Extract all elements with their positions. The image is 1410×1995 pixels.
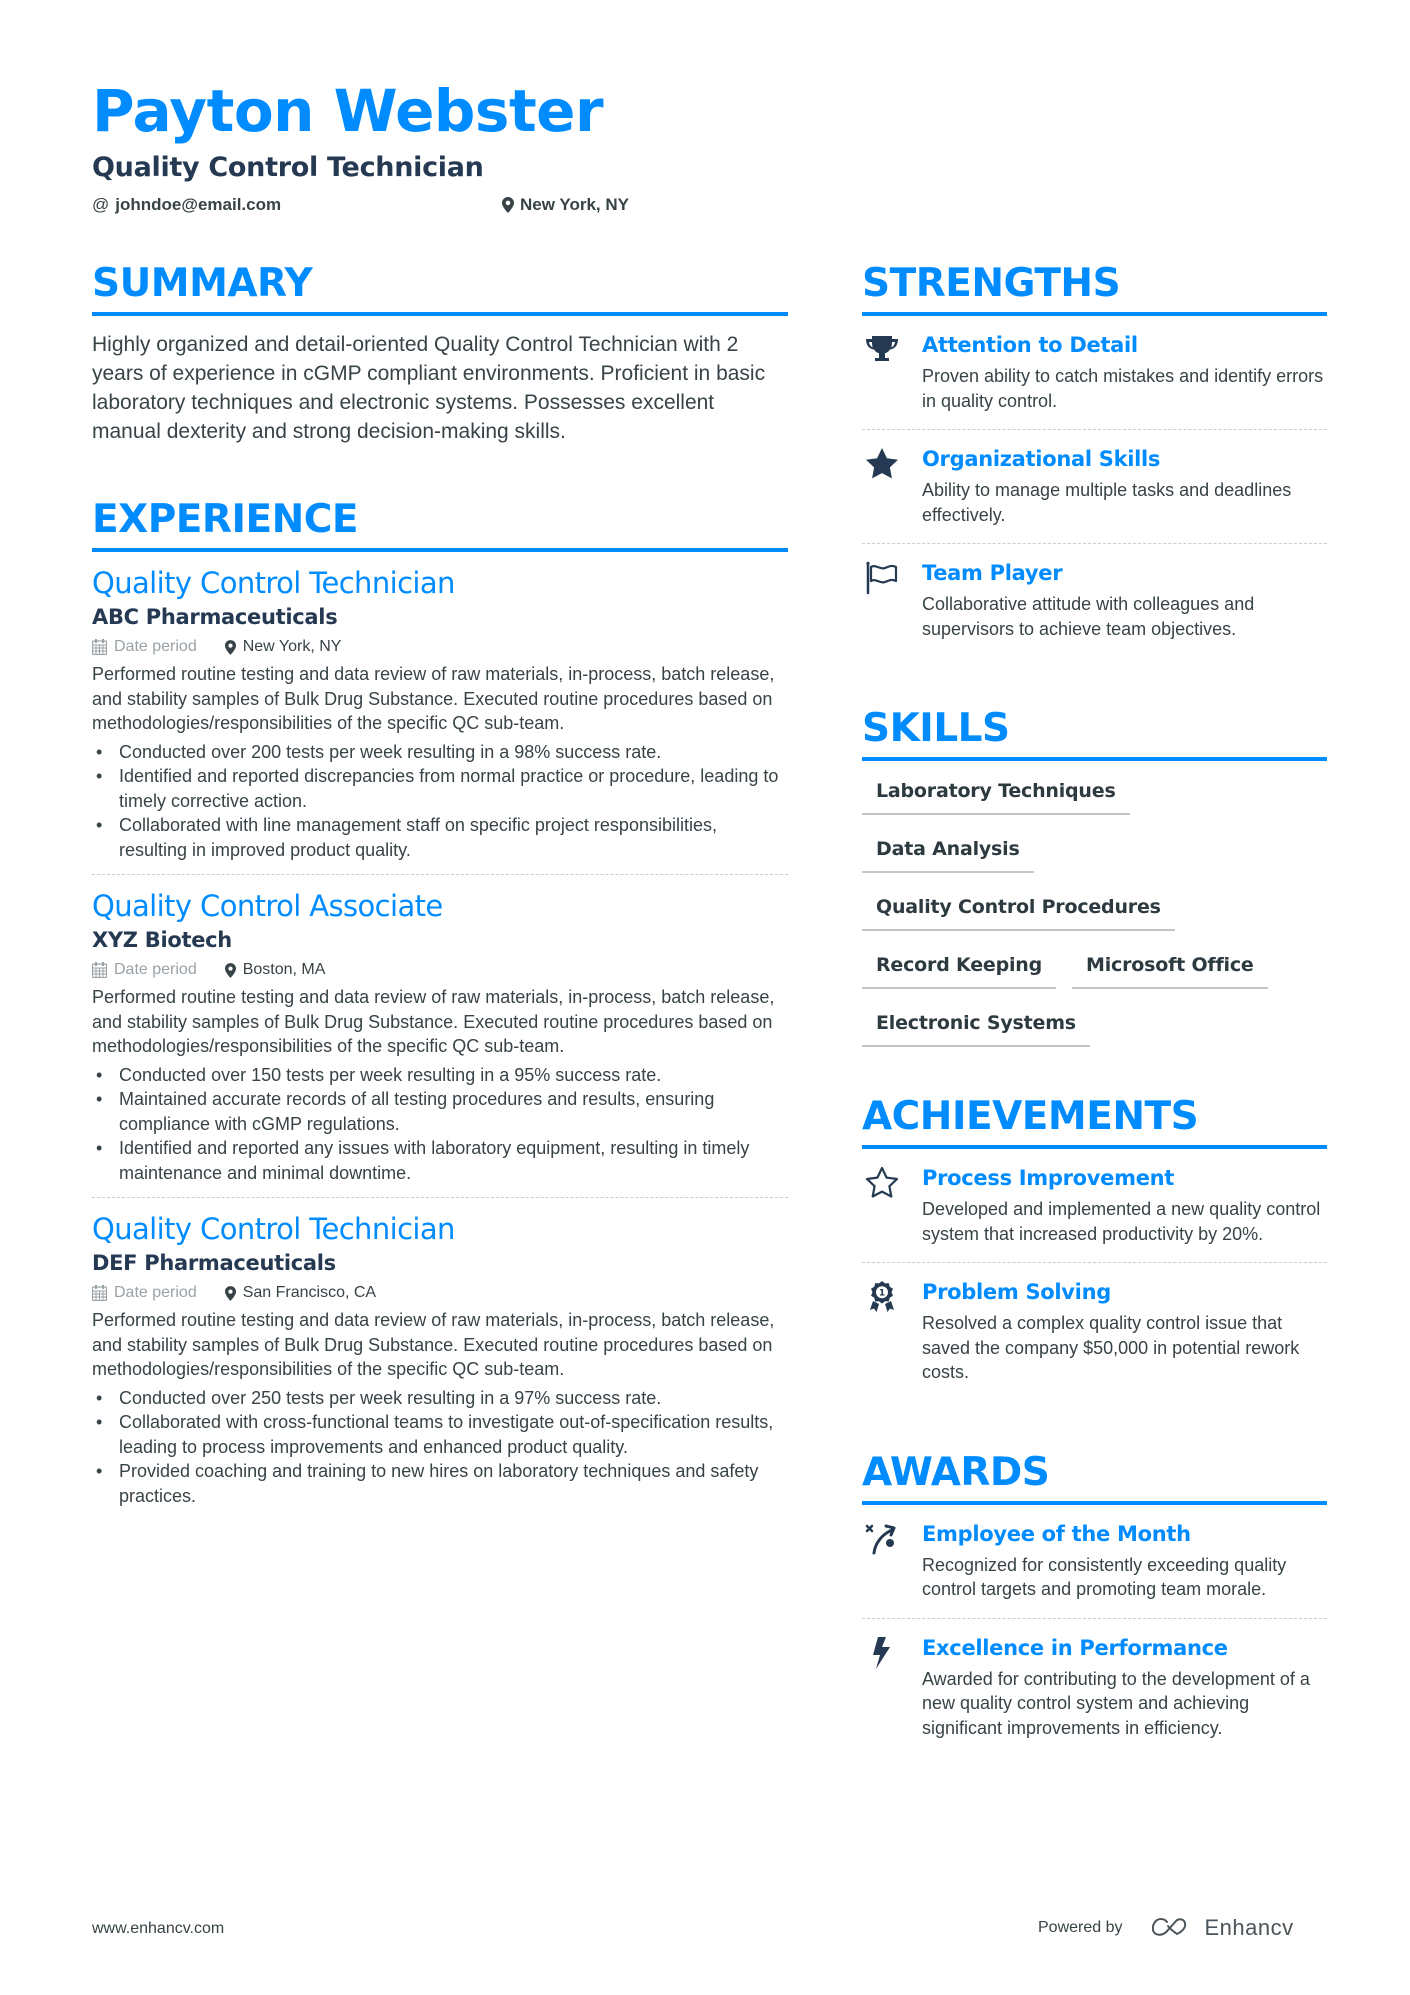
job-bullet: • Maintained accurate records of all testing procedures and results, ensuring compliance with cGMP regulations.: [92, 1087, 788, 1136]
candidate-title: Quality Control Technician: [92, 152, 484, 183]
star-filled-icon: [862, 444, 922, 527]
job-bullets: [92, 740, 788, 863]
job-date-text: Date period: [114, 638, 197, 655]
skill-tag: Record Keeping: [862, 945, 1056, 989]
award-item: [862, 1619, 1327, 1757]
job-description: Performed routine testing and data review of raw materials, in-process, batch release, and stability samples of Bulk Drug Substance. Executed routine procedures based on methodologies/responsibilities of the specific QC sub-team.: [92, 1310, 775, 1379]
summary-text: Highly organized and detail-oriented Quality Control Technician with 2 years of experience in cGMP compliant environments. Proficient in basic laboratory techniques and electronic systems. Possesses excellent manual dexterity and strong decision-making skills.: [92, 333, 766, 443]
map-pin-icon: [225, 963, 236, 978]
job-location-text: Boston, MA: [242, 961, 326, 978]
lightning-bolt-icon: [862, 1633, 922, 1741]
strength-title: Team Player: [922, 561, 1063, 585]
skill-tag: Microsoft Office: [1072, 945, 1268, 989]
candidate-name: Payton Webster: [92, 77, 604, 145]
job-bullet: • Collaborated with line management staff on specific project responsibilities, resulting in improved product quality.: [92, 813, 788, 862]
job-date: [92, 634, 197, 660]
calendar-icon: [92, 962, 107, 978]
map-pin-icon: [225, 1286, 236, 1301]
star-outline-icon: [862, 1163, 922, 1246]
job-bullet: • Provided coaching and training to new hires on laboratory techniques and safety practices.: [92, 1459, 788, 1508]
brand-wordmark: Enhancv: [1204, 1915, 1294, 1940]
job-bullet: • Identified and reported any issues with laboratory equipment, resulting in timely maintenance and minimal downtime.: [92, 1136, 788, 1185]
job-description: Performed routine testing and data review of raw materials, in-process, batch release, and stability samples of Bulk Drug Substance. Executed routine procedures based on methodologies/responsibilities of the specific QC sub-team.: [92, 664, 775, 733]
job-bullet: • Collaborated with cross-functional teams to investigate out-of-specification results, leading to process improvements and enhanced product quality.: [92, 1410, 788, 1459]
skill-tag: Quality Control Procedures: [862, 887, 1175, 931]
enhancv-logo-icon: [1149, 1916, 1195, 1940]
job-title: Quality Control Technician: [92, 566, 455, 600]
job-title: Quality Control Technician: [92, 1212, 455, 1246]
achievement-description: Resolved a complex quality control issue that saved the company $50,000 in potential rework costs.: [922, 1313, 1300, 1382]
award-medal-icon: [862, 1277, 922, 1385]
award-title: Excellence in Performance: [922, 1635, 1228, 1660]
flag-icon: [862, 558, 922, 641]
strength-description: Proven ability to catch mistakes and identify errors in quality control.: [922, 366, 1324, 411]
map-pin-icon: [502, 197, 514, 213]
strategy-play-icon: [862, 1519, 922, 1602]
footer-powered-by: [1038, 1916, 1294, 1940]
strength-item: [862, 316, 1327, 430]
job-location-text: New York, NY: [242, 638, 342, 655]
map-pin-icon: [225, 640, 236, 655]
job-location: [225, 634, 342, 660]
experience-item: [92, 552, 788, 875]
strength-title: Organizational Skills: [922, 447, 1161, 471]
strength-title: Attention to Detail: [922, 333, 1138, 357]
achievement-item: [862, 1149, 1327, 1263]
job-date: [92, 957, 197, 983]
calendar-icon: [92, 1285, 107, 1301]
job-location: [225, 1280, 376, 1306]
job-date: [92, 1280, 197, 1306]
achievement-description: Developed and implemented a new quality control system that increased productivity by 20%.: [922, 1199, 1321, 1244]
skill-tag: Data Analysis: [862, 829, 1034, 873]
experience-section: [92, 494, 788, 1520]
job-date-text: Date period: [114, 1284, 197, 1301]
left-column: [92, 258, 788, 1520]
contact-location: [502, 193, 629, 217]
job-bullets: [92, 1063, 788, 1186]
job-meta: [92, 1280, 788, 1306]
experience-item: [92, 1198, 788, 1520]
strength-item: [862, 544, 1327, 657]
job-bullet: • Conducted over 150 tests per week resulting in a 95% success rate.: [92, 1063, 788, 1088]
achievements-section: [862, 1091, 1327, 1401]
summary-section: [92, 258, 788, 446]
trophy-icon: [862, 330, 922, 413]
enhancv-logo[interactable]: [1149, 1916, 1294, 1940]
powered-by-text: Powered by: [1038, 1919, 1123, 1936]
awards-heading: AWARDS: [862, 1447, 1327, 1505]
summary-heading: SUMMARY: [92, 258, 788, 316]
experience-item: [92, 875, 788, 1198]
strength-description: Ability to manage multiple tasks and deadlines effectively.: [922, 480, 1292, 525]
skills-heading: SKILLS: [862, 703, 1327, 761]
company-name: XYZ Biotech: [92, 928, 232, 952]
achievements-heading: ACHIEVEMENTS: [862, 1091, 1327, 1149]
awards-section: [862, 1447, 1327, 1757]
job-location: [225, 957, 326, 983]
award-title: Employee of the Month: [922, 1521, 1191, 1546]
location-text: New York, NY: [520, 195, 629, 214]
job-bullets: [92, 1386, 788, 1509]
skill-tag: Laboratory Techniques: [862, 771, 1130, 815]
company-name: DEF Pharmaceuticals: [92, 1251, 336, 1275]
strengths-section: [862, 258, 1327, 657]
job-description: Performed routine testing and data review of raw materials, in-process, batch release, and stability samples of Bulk Drug Substance. Executed routine procedures based on methodologies/responsibilities of the specific QC sub-team.: [92, 987, 775, 1056]
job-date-text: Date period: [114, 961, 197, 978]
job-meta: [92, 957, 788, 983]
job-bullet: • Identified and reported discrepancies from normal practice or procedure, leading to timely corrective action.: [92, 764, 788, 813]
achievement-item: [862, 1263, 1327, 1401]
job-location-text: San Francisco, CA: [242, 1284, 377, 1301]
strength-item: [862, 430, 1327, 544]
job-bullet: • Conducted over 200 tests per week resulting in a 98% success rate.: [92, 740, 788, 765]
experience-heading: EXPERIENCE: [92, 494, 788, 552]
footer-website-link[interactable]: www.enhancv.com: [92, 1920, 225, 1937]
right-column: [862, 258, 1327, 1756]
strength-description: Collaborative attitude with colleagues and supervisors to achieve team objectives.: [922, 594, 1255, 639]
job-bullet: • Conducted over 250 tests per week resulting in a 97% success rate.: [92, 1386, 788, 1411]
email-text: johndoe@email.com: [115, 195, 282, 214]
strengths-heading: STRENGTHS: [862, 258, 1327, 316]
award-description: Recognized for consistently exceeding quality control targets and promoting team morale.: [922, 1554, 1287, 1599]
achievement-title: Process Improvement: [922, 1166, 1175, 1190]
achievement-title: Problem Solving: [922, 1280, 1111, 1304]
award-description: Awarded for contributing to the development of a new quality control system and achieving significant improvements in efficiency.: [922, 1668, 1310, 1738]
skills-section: [862, 703, 1327, 1061]
job-meta: [92, 634, 788, 660]
company-name: ABC Pharmaceuticals: [92, 605, 338, 629]
skill-tag: Electronic Systems: [862, 1003, 1090, 1047]
svg-text:1: 1: [878, 1288, 886, 1299]
at-icon: @: [92, 195, 110, 214]
award-item: [862, 1505, 1327, 1619]
contact-email[interactable]: [92, 193, 281, 217]
skills-list: [862, 771, 1327, 1061]
calendar-icon: [92, 639, 107, 655]
job-title: Quality Control Associate: [92, 889, 443, 923]
